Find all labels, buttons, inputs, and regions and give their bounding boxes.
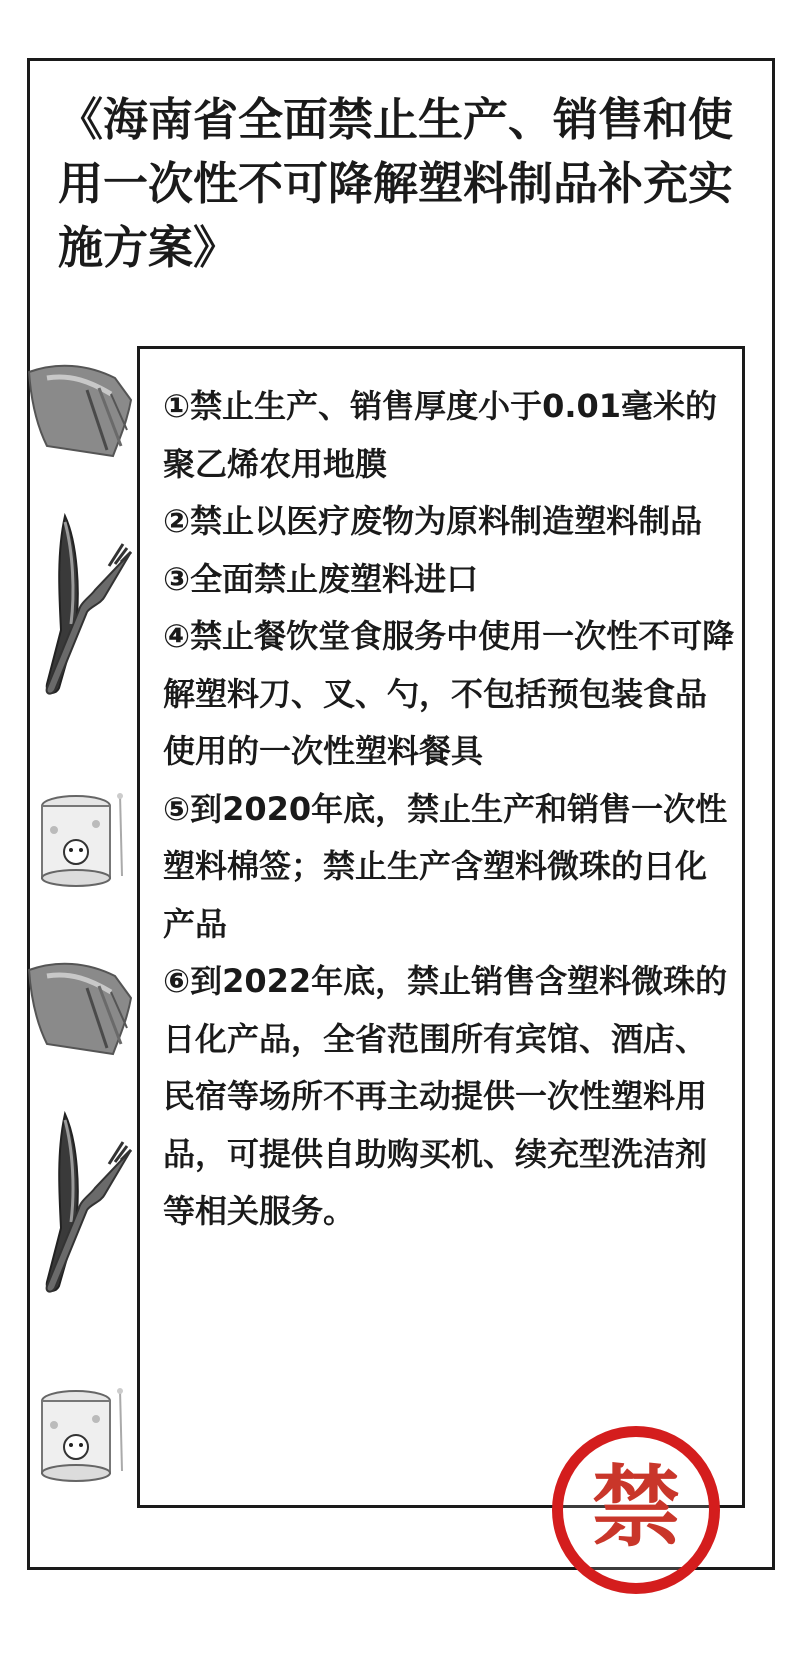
page-title: 《海南省全面禁止生产、销售和使用一次性不可降解塑料制品补充实施方案》 [58, 93, 734, 274]
stamp-character: 禁 [591, 1456, 680, 1559]
rule-item-6: ⑥到2022年底，禁止销售含塑料微珠的日化产品，全省范围所有宾馆、酒店、民宿等场所不再主动提供一次性塑料用品，可提供自助购买机、续充型洗洁剂等相关服务。 [163, 962, 728, 1230]
rule-item-4: ④禁止餐饮堂食服务中使用一次性不可降解塑料刀、叉、勺，不包括预包装食品使用的一次性塑料餐具 [163, 617, 735, 770]
cotton-swab-box-icon [36, 790, 132, 890]
rule-item-2: ②禁止以医疗废物为原料制造塑料制品 [163, 502, 703, 540]
rule-item-3: ③全面禁止废塑料进口 [163, 559, 479, 598]
rule-item-5: ⑤到2020年底，禁止生产和销售一次性塑料棉签；禁止生产含塑料微珠的日化产品 [163, 789, 728, 943]
rules-list [163, 378, 738, 1241]
prohibited-stamp [552, 1426, 720, 1594]
knife-fork-icon [35, 1110, 135, 1300]
knife-fork-icon [35, 512, 135, 702]
rule-item-1: ①禁止生产、销售厚度小于0.01毫米的聚乙烯农用地膜 [163, 387, 718, 483]
cotton-swab-box-icon [36, 1385, 132, 1485]
plastic-bag-icon [27, 958, 135, 1060]
plastic-bag-icon [27, 360, 135, 462]
